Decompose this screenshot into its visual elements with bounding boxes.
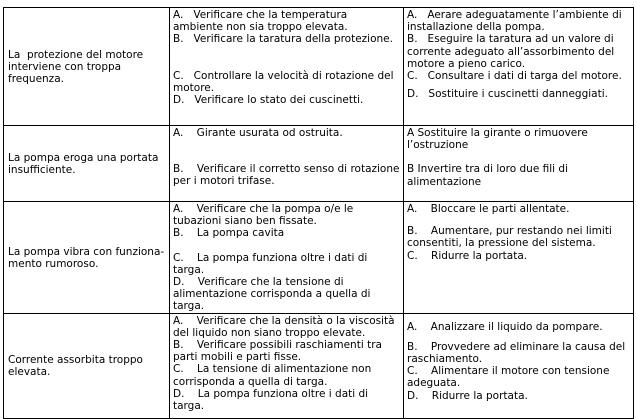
remedy-item: A Sostituire la girante o rimuovere l’ostruzione	[407, 127, 592, 152]
fault-text: La pompa vibra con funziona-mento rumoroso.	[8, 245, 165, 270]
troubleshooting-table	[3, 7, 634, 419]
remedy-cell	[404, 126, 634, 202]
check-item: A. Verificare che la pompa o/e le tubazioni siano ben fissate.	[173, 203, 357, 228]
table-row	[4, 313, 634, 418]
table-row	[4, 8, 634, 126]
remedy-item: B. Provvedere ad eliminare la causa del raschiamento.	[407, 340, 629, 366]
remedy-item: D. Ridurre la portata.	[407, 389, 528, 402]
remedy-cell	[404, 202, 634, 314]
remedy-spacer	[407, 151, 630, 163]
remedy-item: D. Sostituire i cuscinetti danneggiati.	[407, 88, 608, 101]
remedy-spacer	[407, 215, 630, 225]
check-item: B. La pompa cavita	[173, 227, 285, 240]
check-item: C. Controllare la velocità di rotazione del motore.	[173, 69, 397, 94]
remedy-item: B. Eseguire la taratura ad un valore di corrente adeguato all’assorbimento del motore a pieno carico.	[407, 33, 618, 70]
remedy-item: C. Ridurre la portata.	[407, 249, 528, 262]
check-cell	[170, 202, 404, 314]
fault-cell	[4, 126, 170, 202]
check-cell	[170, 8, 404, 126]
remedy-item: B Invertire tra di loro due fili di alimentazione	[407, 163, 572, 188]
check-item: D. Verificare lo stato dei cuscinetti.	[173, 94, 364, 107]
check-item: B. Verificare la taratura della protezione.	[173, 33, 393, 46]
check-cell	[170, 126, 404, 202]
remedy-item: A. Aerare adeguatamente l’ambiente di installazione della pompa.	[407, 9, 626, 34]
remedy-item: A. Analizzare il liquido da pompare.	[407, 320, 603, 333]
fault-text: La protezione del motore interviene con troppa frequenza.	[8, 48, 147, 86]
check-item: C. La tensione di alimentazione non corrisponda a quella di targa.	[173, 363, 375, 388]
check-spacer	[173, 240, 400, 252]
fault-text: La pompa eroga una portata insufficiente.	[8, 151, 162, 176]
fault-cell	[4, 313, 170, 418]
check-item: A. Girante usurata od ostruita.	[173, 127, 343, 139]
check-item: D. La pompa funziona oltre i dati di targa.	[173, 387, 372, 413]
check-item: A. Verificare che la densità o la viscosità del liquido non siano troppo elevate.	[173, 314, 398, 339]
remedy-item: B. Aumentare, pur restando nei limiti consentiti, la pressione del sistema.	[407, 225, 616, 250]
check-spacer	[173, 151, 400, 163]
check-item: B. Verificare possibili raschiamenti tra parti mobili e parti fisse.	[173, 339, 386, 364]
table-row	[4, 202, 634, 314]
fault-cell	[4, 202, 170, 314]
check-spacer	[173, 46, 400, 70]
check-item: A. Verificare che la temperatura ambiente non sia troppo elevata.	[173, 9, 351, 34]
check-item: C. La pompa funziona oltre i dati di targa.	[173, 251, 371, 276]
fault-cell	[4, 8, 170, 126]
check-item: B. Verificare il corretto senso di rotazione per i motori trifase.	[173, 163, 403, 188]
remedy-spacer	[407, 333, 630, 341]
check-spacer	[173, 139, 400, 151]
remedy-cell	[404, 8, 634, 126]
check-cell	[170, 313, 404, 418]
table-row	[4, 126, 634, 202]
fault-text: Corrente assorbita troppo elevata.	[8, 353, 147, 379]
remedy-item: C. Consultare i dati di targa del motore.	[407, 70, 622, 83]
remedy-item: A. Bloccare le parti allentate.	[407, 203, 570, 215]
check-item: D. Verificare che la tensione di alimentazione corrisponda a quella di targa.	[173, 276, 374, 313]
remedy-item: C. Alimentare il motore con tensione adeguata.	[407, 365, 613, 390]
remedy-cell	[404, 313, 634, 418]
